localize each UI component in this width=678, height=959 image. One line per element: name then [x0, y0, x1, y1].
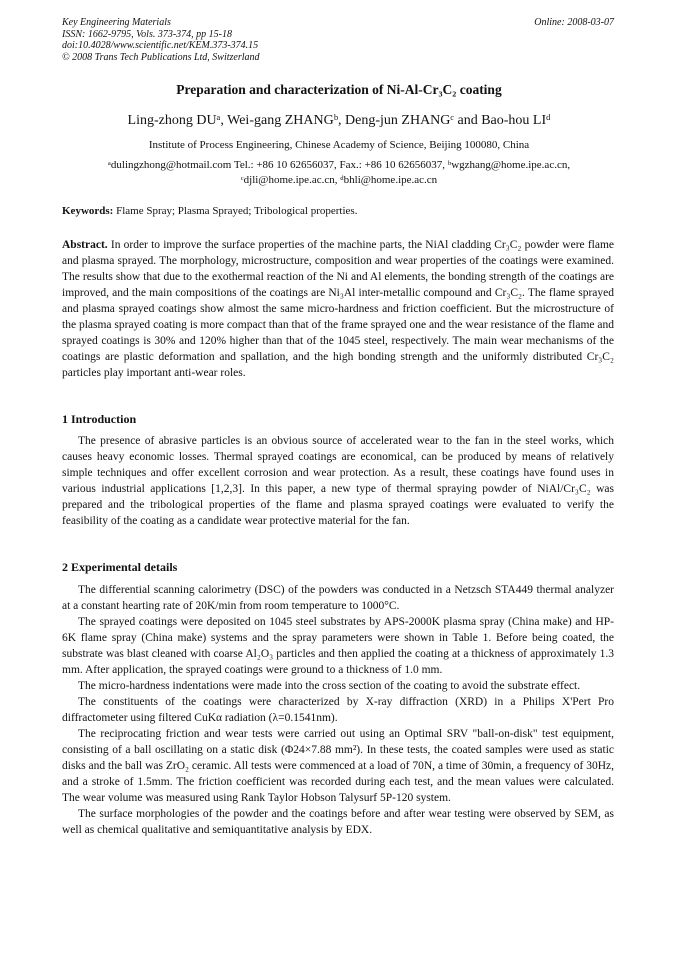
- doi-line: doi:10.4028/www.scientific.net/KEM.373-374.15: [62, 40, 259, 51]
- author-list: Ling-zhong DUᵃ, Wei-gang ZHANGᵇ, Deng-jun ZHANGᶜ and Bao-hou LIᵈ: [127, 113, 551, 128]
- experimental-paragraph-1: The differential scanning calorimetry (DSC) of the powders was conducted in a Netzsch STA449 thermal analyzer at a constant hearting rate of 20K/min from room temperature to 1000°C.: [62, 584, 614, 612]
- introduction-body: [62, 433, 614, 529]
- experimental-paragraph-3: The micro-hardness indentations were made into the cross section of the coating to avoid the substrate effect.: [78, 680, 581, 692]
- experimental-paragraph-6: The surface morphologies of the powder and the coatings before and after wear testing were observed by SEM, as well as chemical qualitative and semiquantitative analysis by EDX.: [62, 808, 614, 836]
- journal-header: [62, 17, 260, 63]
- experimental-paragraph-5: The reciprocating friction and wear tests were carried out using an Optimal SRV "ball-on-disk" test equipment, consisting of a ball oscillating on a static disk (Φ24×7.88 mm²). In these tests, the coated samples were used as static disks and the ball was ZrO₂ ceramic. All tests were commenced at a load of 70N, a time of 30min, a frequency of 30Hz, and a stroke of 1.5mm. The friction coefficient was recorded during each test, and the mean values were calculated. The wear volume was measured using Rank Taylor Hobson Talysurf 5P-120 system.: [62, 728, 614, 804]
- abstract-text: In order to improve the surface properties of the machine parts, the NiAl cladding Cr₃C₂ powder were flame and plasma sprayed. The morphology, microstructure, composition and wear properties of the coatings were examined. The results show that due to the exothermal reaction of the Ni and Al elements, the bonding strength of the coatings are improved, and the main compositions of the coatings are Ni₃Al inter-metallic compound and Cr₃C₂. The flame sprayed and plasma sprayed coatings show almost the same micro-hardness and friction coefficient. But the microstructure of the plasma sprayed coating is more compact than that of the frame sprayed one and the wear resistance of the flame and sprayed coatings is 30% and 120% higher than that of the 1045 steel, respectively. The main wear mechanisms of the coatings are plastic deformation and spallation, and the high bonding strength and the uniformly distributed Cr₃C₂ particles play important anti-wear roles.: [62, 239, 615, 379]
- abstract-label: Abstract.: [62, 239, 108, 251]
- experimental-paragraph-2: The sprayed coatings were deposited on 1045 steel substrates by APS-2000K plasma spray (China make) and HP-6K flame spray (China make) systems and the spray parameters were shown in Table 1. Before being coated, the substrate was blast cleaned with coarse Al₂O₃ particles and then applied the coating at a thickness of approximately 1.3 mm. After application, the sprayed coatings were ground to a thickness of 1.0 mm.: [62, 616, 614, 676]
- issn-line: ISSN: 1662-9795, Vols. 373-374, pp 15-18: [62, 28, 232, 40]
- keywords-text: Flame Spray; Plasma Sprayed; Tribological properties.: [116, 205, 358, 217]
- paper-title: Preparation and characterization of Ni-Al-Cr₃C₂ coating: [176, 82, 502, 97]
- introduction-paragraph: The presence of abrasive particles is an obvious source of accelerated wear to the fan in the steel works, which causes heavy economic losses. Thermal sprayed coatings are economical, can be produced by means of relatively simple techniques and offer excellent corrosion and wear protection. As a result, these coatings have found uses in various industrial applications [1,2,3]. In this paper, a new type of thermal spraying powder of NiAl/Cr₃C₂ was prepared and the tribological properties of the flame and plasma sprayed coatings were evaluated to verify the feasibility of the coating as a candidate wear protective material for the fan.: [62, 435, 614, 527]
- copyright-line: © 2008 Trans Tech Publications Ltd, Switzerland: [62, 51, 260, 63]
- online-date: Online: 2008-03-07: [534, 17, 614, 28]
- abstract: [62, 237, 614, 381]
- email-line-1: ᵃdulingzhong@hotmail.com Tel.: +86 10 62656037, Fax.: +86 10 62656037, ᵇwgzhang@home.ipe.ac.cn,: [107, 159, 571, 171]
- email-line-2: ᶜdjli@home.ipe.ac.cn, ᵈbhli@home.ipe.ac.cn: [240, 174, 438, 186]
- contact-emails: [40, 158, 638, 188]
- experimental-body: [62, 582, 614, 838]
- section-heading-introduction: 1 Introduction: [62, 412, 137, 426]
- keywords-label: Keywords:: [62, 205, 114, 217]
- journal-name: Key Engineering Materials: [62, 17, 171, 28]
- keywords: [62, 205, 357, 217]
- experimental-paragraph-4: The constituents of the coatings were characterized by X-ray diffraction (XRD) in a Philips X'Pert Pro diffractometer using filtered CuKα radiation (λ=0.1541nm).: [62, 696, 614, 724]
- section-heading-experimental: 2 Experimental details: [62, 560, 178, 574]
- affiliation: Institute of Process Engineering, Chinese Academy of Science, Beijing 100080, China: [148, 139, 530, 151]
